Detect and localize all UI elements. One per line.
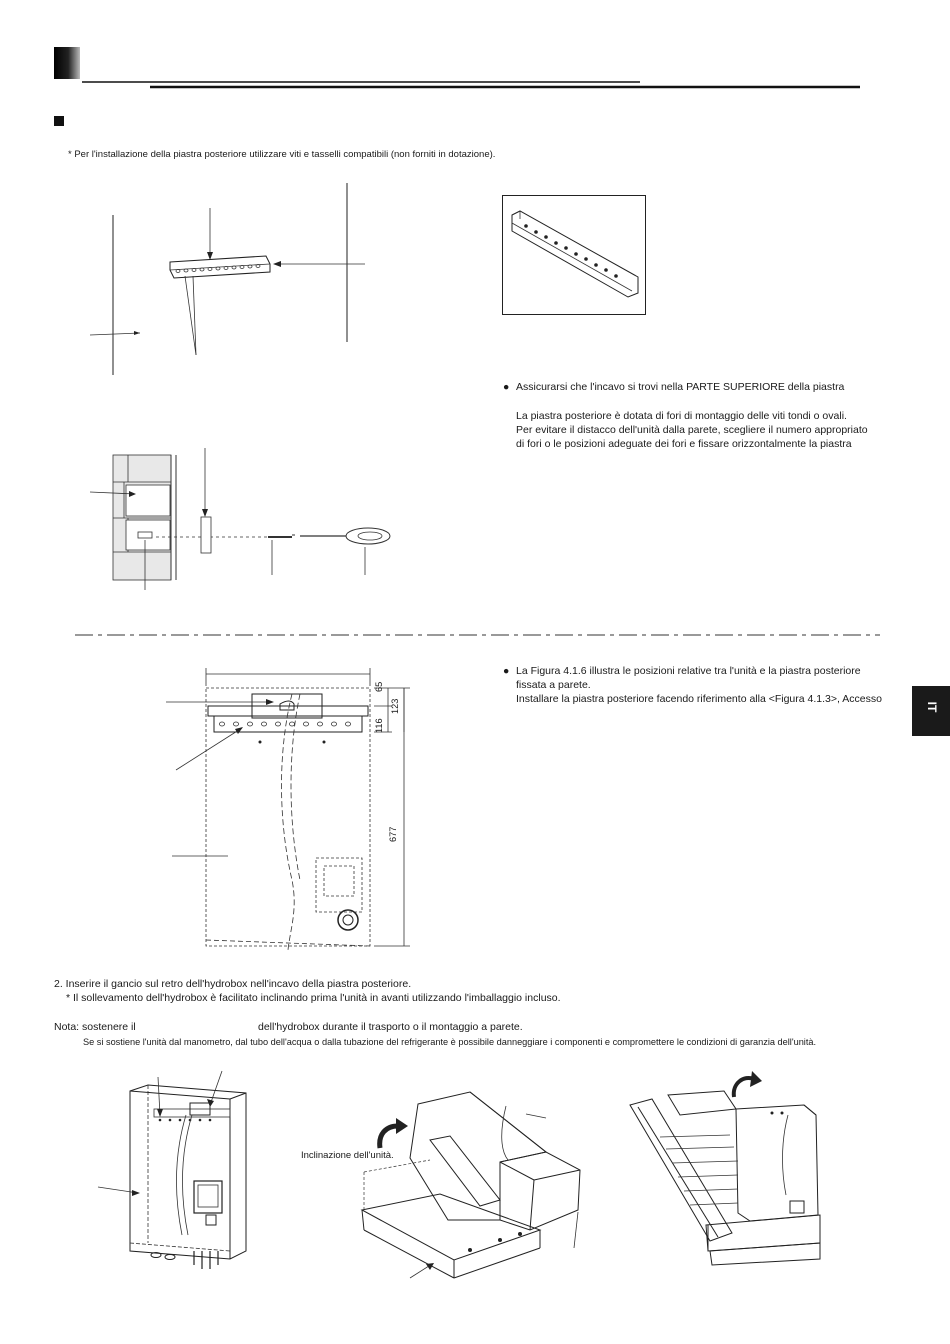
bullet-dot-2: ● xyxy=(503,665,510,677)
nota-prefix: Nota: sostenere il xyxy=(54,1021,136,1033)
language-tab-label: IT xyxy=(925,701,939,713)
bullet-1-line1: Assicurarsi che l'incavo si trovi nella PARTE SUPERIORE della piastra xyxy=(516,381,845,393)
bullet-1-line4: di fori o le posizioni adeguate dei fori e fissare orizzontalmente la piastra xyxy=(516,438,852,450)
dim-65: 65 xyxy=(374,681,384,692)
hydrobox-unit-figure xyxy=(90,1065,260,1275)
subsection-square xyxy=(54,116,64,126)
bullet-1-line2: La piastra posteriore è dotata di fori di montaggio delle viti tondi o ovali. xyxy=(516,410,847,422)
upright-unit-figure xyxy=(620,1065,830,1275)
dash-separator xyxy=(0,630,950,640)
header-rule xyxy=(0,0,950,100)
bullet-dot: ● xyxy=(503,381,510,393)
dim-677: 677 xyxy=(388,826,398,842)
bullet-2-line2: fissata a parete. xyxy=(516,679,591,691)
back-plate-wall-figure xyxy=(80,180,400,380)
dim-116: 116 xyxy=(374,718,384,733)
intro-note: * Per l'installazione della piastra posteriore utilizzare viti e tasselli compatibili (non forniti in dotazione). xyxy=(68,149,496,160)
nota-suffix: dell'hydrobox durante il trasporto o il montaggio a parete. xyxy=(258,1021,523,1033)
back-plate-detail xyxy=(502,195,646,315)
bullet-2-line3: Installare la piastra posteriore facendo riferimento alla <Figura 4.1.3>, Accesso xyxy=(516,693,882,705)
nota-warning: Se si sostiene l'unità dal manometro, dal tubo dell'acqua o dalla tubazione del refrigerante è possibile danneggiare i componenti e compromettere le condizioni di garanzia dell'unità. xyxy=(83,1037,817,1047)
bullet-1-line3: Per evitare il distacco dell'unità dalla parete, scegliere il numero appropriato xyxy=(516,424,868,436)
tilt-label: Inclinazione dell'unità. xyxy=(301,1150,394,1161)
bullet-2-line1: La Figura 4.1.6 illustra le posizioni relative tra l'unità e la piastra posteriore xyxy=(516,665,861,677)
step-2-line1: 2. Inserire il gancio sul retro dell'hydrobox nell'incavo della piastra posteriore. xyxy=(54,978,412,990)
wall-anchor-figure xyxy=(80,440,400,600)
dim-123: 123 xyxy=(390,698,400,714)
tilting-unit-figure xyxy=(350,1080,600,1280)
step-2-line2: * Il sollevamento dell'hydrobox è facilitato inclinando prima l'unità in avanti utilizzando l'imballaggio incluso. xyxy=(66,992,561,1004)
